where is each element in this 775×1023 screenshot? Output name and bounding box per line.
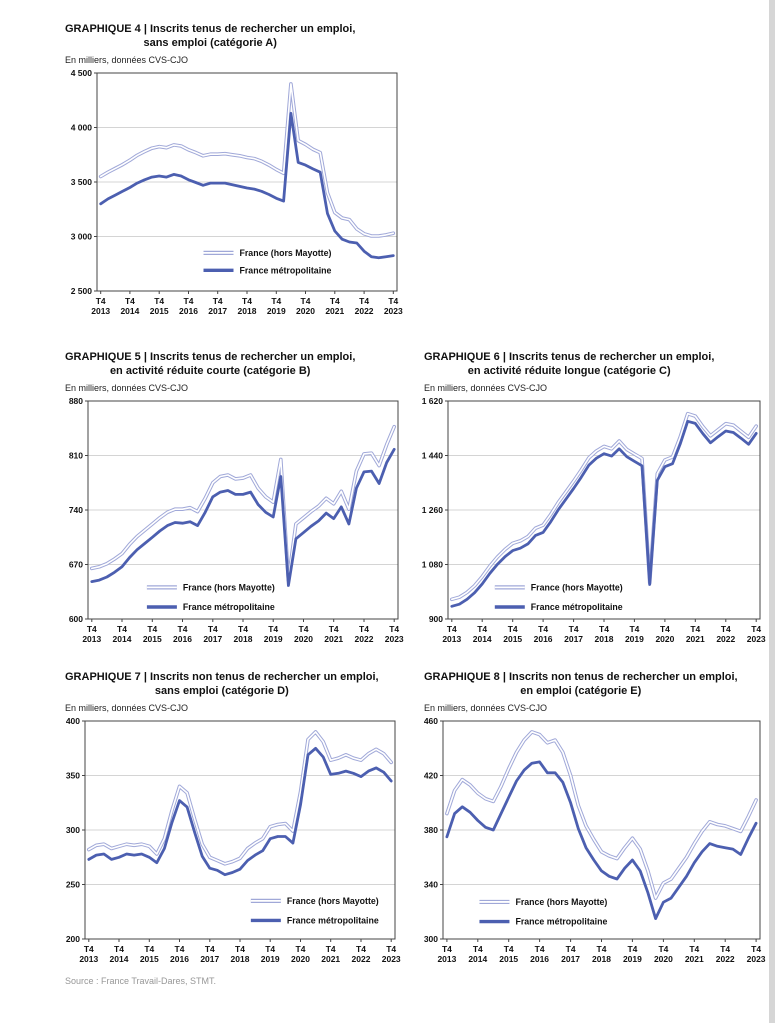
svg-text:2018: 2018 <box>233 634 253 644</box>
svg-text:2014: 2014 <box>112 634 132 644</box>
svg-text:2018: 2018 <box>592 954 611 964</box>
svg-text:2020: 2020 <box>296 306 315 316</box>
svg-text:400: 400 <box>65 716 80 726</box>
svg-text:T4: T4 <box>441 944 452 954</box>
svg-text:200: 200 <box>65 934 80 944</box>
svg-text:1 440: 1 440 <box>422 450 443 461</box>
svg-text:900: 900 <box>428 614 443 624</box>
svg-text:2019: 2019 <box>260 954 280 964</box>
chart-title-line1: GRAPHIQUE 7 | Inscrits non tenus de rechercher un emploi, <box>65 671 379 683</box>
line-chart-categorie-d <box>63 716 408 968</box>
svg-text:2017: 2017 <box>564 634 584 644</box>
chart-title-line1: GRAPHIQUE 5 | Inscrits tenus de rechercher un emploi, <box>65 351 356 363</box>
svg-text:T4: T4 <box>86 624 97 634</box>
svg-text:2018: 2018 <box>237 306 257 316</box>
chart-title-block <box>422 670 738 698</box>
svg-text:T4: T4 <box>177 624 188 634</box>
chart-title-line2: sans emploi (catégorie A) <box>143 37 277 49</box>
svg-text:810: 810 <box>68 450 83 461</box>
svg-text:2020: 2020 <box>653 954 673 964</box>
svg-text:T4: T4 <box>359 296 370 306</box>
svg-text:1 260: 1 260 <box>422 505 443 515</box>
svg-text:2016: 2016 <box>170 954 189 964</box>
chart-title-line1: GRAPHIQUE 4 | Inscrits tenus de rechercher un emploi, <box>65 23 356 35</box>
svg-text:2016: 2016 <box>533 634 553 644</box>
svg-text:T4: T4 <box>751 624 762 634</box>
svg-text:2022: 2022 <box>354 634 374 644</box>
svg-text:380: 380 <box>423 825 438 835</box>
svg-text:2023: 2023 <box>384 634 404 644</box>
svg-text:T4: T4 <box>658 944 669 954</box>
svg-text:T4: T4 <box>295 944 306 954</box>
svg-text:France métropolitaine: France métropolitaine <box>530 602 623 613</box>
svg-text:2019: 2019 <box>263 634 283 644</box>
svg-text:T4: T4 <box>204 944 215 954</box>
svg-text:2019: 2019 <box>266 306 286 316</box>
svg-text:T4: T4 <box>83 944 94 954</box>
svg-text:T4: T4 <box>534 944 545 954</box>
svg-text:T4: T4 <box>114 944 124 954</box>
svg-text:T4: T4 <box>147 624 158 634</box>
svg-text:2015: 2015 <box>142 634 162 644</box>
chart-graphique-4 <box>63 22 415 320</box>
svg-text:T4: T4 <box>238 624 248 634</box>
svg-text:2023: 2023 <box>746 634 766 644</box>
svg-text:T4: T4 <box>183 296 194 306</box>
svg-text:2014: 2014 <box>472 634 492 644</box>
svg-text:2015: 2015 <box>503 634 523 644</box>
svg-text:T4: T4 <box>328 624 339 634</box>
svg-text:France (hors Mayotte): France (hors Mayotte) <box>182 582 275 593</box>
svg-text:France métropolitaine: France métropolitaine <box>515 916 608 927</box>
svg-text:2023: 2023 <box>746 954 766 964</box>
svg-text:France métropolitaine: France métropolitaine <box>286 915 379 926</box>
svg-text:T4: T4 <box>298 624 309 634</box>
svg-text:2013: 2013 <box>442 634 462 644</box>
line-chart-categorie-b <box>63 396 408 648</box>
line-chart-categorie-a <box>63 68 408 320</box>
svg-text:T4: T4 <box>212 296 223 306</box>
svg-text:2022: 2022 <box>715 954 735 964</box>
svg-text:300: 300 <box>65 825 80 835</box>
svg-text:2016: 2016 <box>173 634 192 644</box>
svg-text:T4: T4 <box>174 944 185 954</box>
svg-text:2013: 2013 <box>437 954 457 964</box>
svg-text:1 080: 1 080 <box>422 559 443 570</box>
svg-text:T4: T4 <box>265 944 276 954</box>
svg-text:600: 600 <box>68 614 83 624</box>
svg-text:T4: T4 <box>659 624 670 634</box>
line-chart-categorie-e <box>422 716 767 968</box>
svg-text:France (hors Mayotte): France (hors Mayotte) <box>515 896 608 907</box>
page-right-edge <box>769 0 775 1023</box>
svg-text:T4: T4 <box>477 624 488 634</box>
chart-title-block <box>63 350 355 378</box>
svg-text:T4: T4 <box>565 944 576 954</box>
svg-text:2022: 2022 <box>716 634 736 644</box>
svg-text:2017: 2017 <box>203 634 223 644</box>
svg-text:250: 250 <box>65 879 80 890</box>
svg-text:T4: T4 <box>300 296 311 306</box>
svg-text:2 500: 2 500 <box>70 286 92 296</box>
svg-text:2017: 2017 <box>561 954 581 964</box>
chart-title-line2: en emploi (catégorie E) <box>520 685 642 697</box>
svg-text:2021: 2021 <box>321 954 341 964</box>
svg-text:T4: T4 <box>568 624 579 634</box>
svg-text:France métropolitaine: France métropolitaine <box>239 265 332 276</box>
svg-text:2023: 2023 <box>383 306 403 316</box>
svg-text:T4: T4 <box>124 296 135 306</box>
line-chart-categorie-c <box>422 396 767 648</box>
svg-text:2018: 2018 <box>594 634 614 644</box>
svg-text:T4: T4 <box>507 624 518 634</box>
svg-text:2023: 2023 <box>381 954 401 964</box>
svg-text:350: 350 <box>65 770 80 781</box>
svg-text:T4: T4 <box>95 296 106 306</box>
svg-text:T4: T4 <box>325 944 336 954</box>
svg-text:2021: 2021 <box>684 954 704 964</box>
svg-text:300: 300 <box>423 934 438 944</box>
svg-text:T4: T4 <box>720 624 731 634</box>
svg-text:T4: T4 <box>154 296 165 306</box>
svg-text:4 500: 4 500 <box>70 68 92 78</box>
svg-text:340: 340 <box>423 879 438 890</box>
svg-text:2017: 2017 <box>208 306 228 316</box>
chart-unit-note: En milliers, données CVS-CJO <box>424 383 548 393</box>
svg-text:France métropolitaine: France métropolitaine <box>182 602 275 613</box>
svg-text:T4: T4 <box>144 944 155 954</box>
chart-graphique-7 <box>63 670 415 968</box>
svg-text:T4: T4 <box>629 624 640 634</box>
chart-unit-note: En milliers, données CVS-CJO <box>65 703 189 713</box>
chart-unit-note: En milliers, données CVS-CJO <box>65 383 189 393</box>
svg-text:T4: T4 <box>359 624 369 634</box>
source-note: Source : France Travail-Dares, STMT. <box>65 976 217 986</box>
svg-text:T4: T4 <box>596 944 607 954</box>
svg-text:T4: T4 <box>538 624 549 634</box>
chart-graphique-5 <box>63 350 415 648</box>
chart-title-line2: en activité réduite longue (catégorie C) <box>467 365 671 377</box>
svg-text:2013: 2013 <box>79 954 99 964</box>
svg-text:2019: 2019 <box>622 954 642 964</box>
svg-text:T4: T4 <box>599 624 609 634</box>
svg-text:2016: 2016 <box>179 306 198 316</box>
svg-text:France (hors Mayotte): France (hors Mayotte) <box>286 895 379 906</box>
svg-text:2020: 2020 <box>655 634 675 644</box>
chart-title-block <box>63 22 355 50</box>
chart-graphique-6 <box>422 350 774 648</box>
svg-text:T4: T4 <box>329 296 340 306</box>
chart-title-line2: sans emploi (catégorie D) <box>154 685 289 697</box>
svg-text:2021: 2021 <box>325 306 345 316</box>
svg-text:2019: 2019 <box>624 634 644 644</box>
svg-text:880: 880 <box>68 396 83 406</box>
svg-text:2020: 2020 <box>291 954 310 964</box>
svg-text:2014: 2014 <box>120 306 140 316</box>
svg-text:2013: 2013 <box>82 634 102 644</box>
svg-text:670: 670 <box>68 559 83 570</box>
svg-text:T4: T4 <box>242 296 252 306</box>
svg-text:2018: 2018 <box>230 954 250 964</box>
svg-text:2014: 2014 <box>468 954 488 964</box>
svg-text:2021: 2021 <box>685 634 705 644</box>
svg-text:2015: 2015 <box>149 306 169 316</box>
svg-text:T4: T4 <box>751 944 762 954</box>
svg-text:T4: T4 <box>386 944 397 954</box>
svg-text:T4: T4 <box>627 944 638 954</box>
svg-text:T4: T4 <box>446 624 457 634</box>
svg-text:2022: 2022 <box>351 954 371 964</box>
svg-text:420: 420 <box>423 770 438 781</box>
svg-text:2015: 2015 <box>139 954 159 964</box>
chart-title-line1: GRAPHIQUE 6 | Inscrits tenus de rechercher un emploi, <box>424 351 715 363</box>
svg-text:T4: T4 <box>503 944 514 954</box>
svg-text:4 000: 4 000 <box>70 122 92 133</box>
svg-text:2017: 2017 <box>200 954 220 964</box>
chart-title-line2: en activité réduite courte (catégorie B) <box>109 365 311 377</box>
chart-unit-note: En milliers, données CVS-CJO <box>424 703 548 713</box>
svg-text:T4: T4 <box>690 624 701 634</box>
svg-text:T4: T4 <box>117 624 127 634</box>
chart-unit-note: En milliers, données CVS-CJO <box>65 55 189 65</box>
svg-text:T4: T4 <box>268 624 279 634</box>
svg-text:3 500: 3 500 <box>70 177 92 187</box>
svg-text:460: 460 <box>423 716 438 726</box>
svg-text:France (hors Mayotte): France (hors Mayotte) <box>239 247 332 258</box>
svg-text:2015: 2015 <box>499 954 519 964</box>
chart-title-block <box>63 670 379 698</box>
chart-graphique-8 <box>422 670 774 968</box>
svg-text:2022: 2022 <box>354 306 374 316</box>
svg-text:T4: T4 <box>689 944 700 954</box>
svg-text:2014: 2014 <box>109 954 129 964</box>
svg-text:T4: T4 <box>389 624 400 634</box>
svg-text:T4: T4 <box>235 944 245 954</box>
chart-title-line1: GRAPHIQUE 8 | Inscrits non tenus de rechercher un emploi, <box>424 671 738 683</box>
svg-text:1 620: 1 620 <box>422 396 443 406</box>
svg-text:T4: T4 <box>356 944 366 954</box>
svg-text:2020: 2020 <box>294 634 313 644</box>
svg-text:T4: T4 <box>472 944 483 954</box>
svg-text:2013: 2013 <box>91 306 111 316</box>
svg-text:2016: 2016 <box>530 954 550 964</box>
svg-text:T4: T4 <box>271 296 282 306</box>
svg-text:France (hors Mayotte): France (hors Mayotte) <box>530 582 623 593</box>
svg-text:T4: T4 <box>207 624 218 634</box>
svg-text:3 000: 3 000 <box>70 231 92 242</box>
svg-text:T4: T4 <box>720 944 731 954</box>
svg-text:740: 740 <box>68 505 83 515</box>
svg-text:T4: T4 <box>388 296 399 306</box>
svg-text:2021: 2021 <box>324 634 344 644</box>
chart-title-block <box>422 350 714 378</box>
